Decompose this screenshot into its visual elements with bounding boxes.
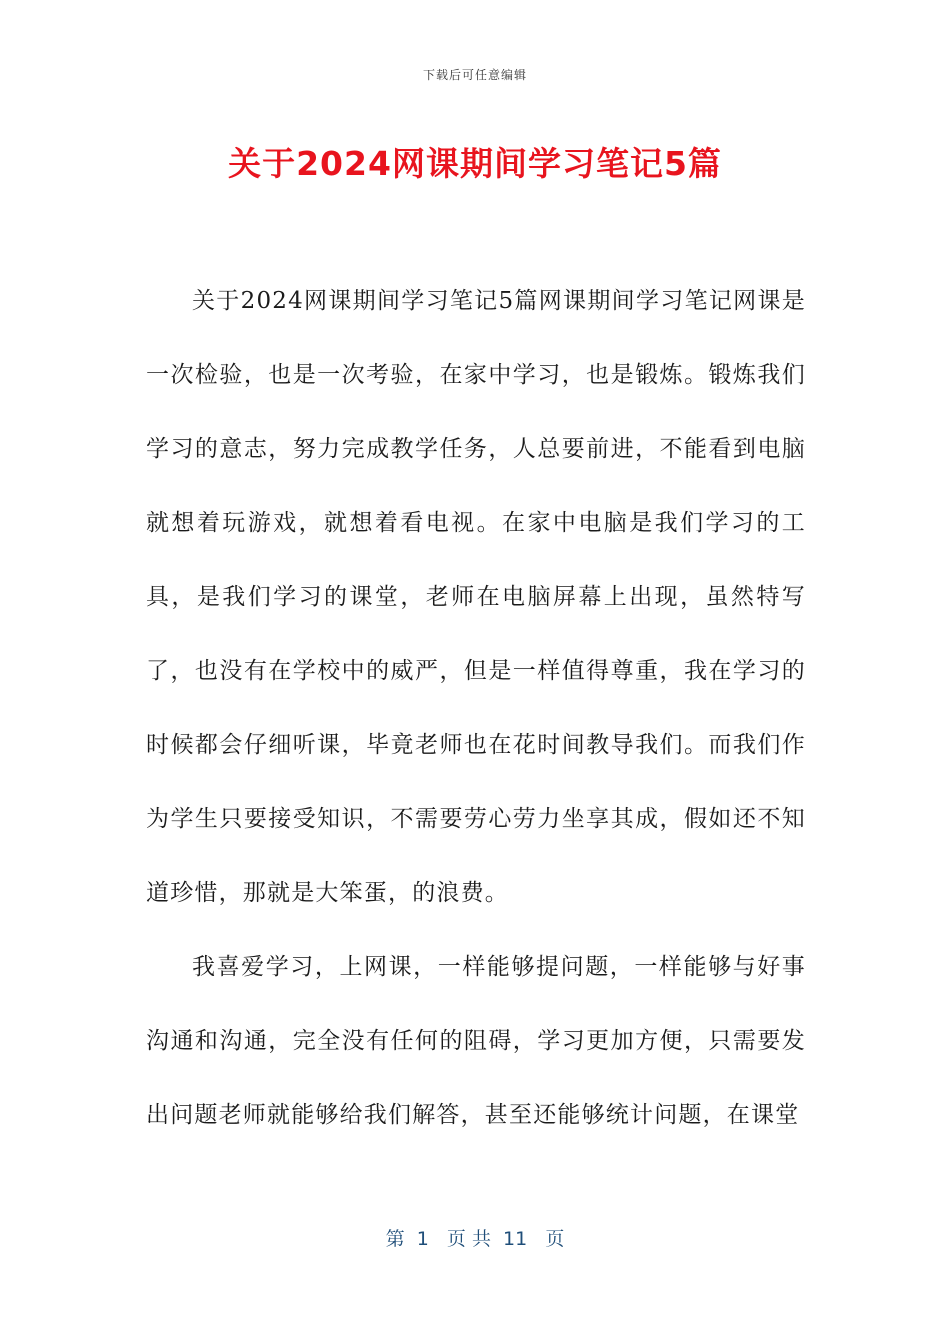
document-body: [146, 264, 806, 1152]
document-title: 关于2024网课期间学习笔记5篇: [228, 144, 722, 183]
header-note: 下载后可任意编辑: [422, 68, 527, 82]
paragraph-1: 关于2024网课期间学习笔记5篇网课期间学习笔记网课是一次检验，也是一次考验，在家中学习，也是锻炼。锻炼我们学习的意志，努力完成教学任务，人总要前进，不能看到电脑就想着玩游戏，就想着看电视。在家中电脑是我们学习的工具，是我们学习的课堂，老师在电脑屏幕上出现，虽然特写了，也没有在学校中的威严，但是一样值得尊重，我在学习的时候都会仔细听课，毕竟老师也在花时间教导我们。而我们作为学生只要接受知识，不需要劳心劳力坐享其成，假如还不知道珍惜，那就是大笨蛋，的浪费。: [146, 288, 806, 906]
paragraph-2: 我喜爱学习，上网课，一样能够提问题，一样能够与好事沟通和沟通，完全没有任何的阻碍，学习更加方便，只需要发出问题老师就能够给我们解答，甚至还能够统计问题，在课堂: [146, 954, 806, 1128]
page-footer: 第 1 页 共 11 页: [385, 1228, 565, 1250]
